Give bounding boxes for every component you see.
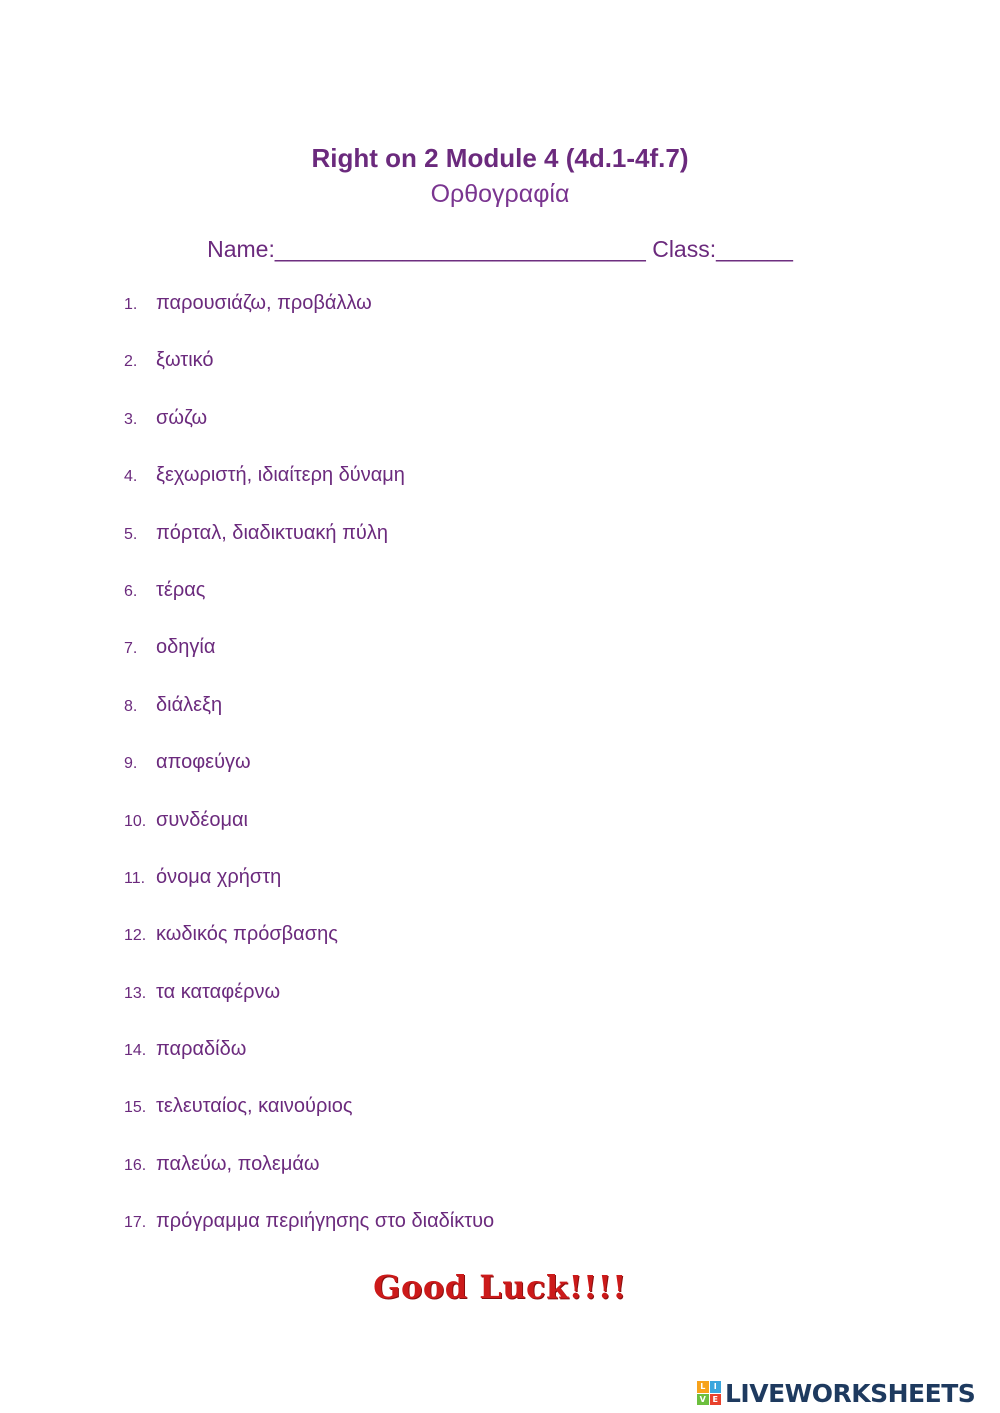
- list-item: [124, 694, 494, 751]
- item-text: οδηγία: [156, 636, 216, 659]
- item-text: όνομα χρήστη: [156, 865, 282, 888]
- list-item: [124, 1095, 494, 1152]
- item-number: 17.: [124, 1214, 147, 1232]
- item-number: 5.: [124, 525, 138, 543]
- list-item: [124, 866, 494, 923]
- item-text: παλεύω, πολεμάω: [156, 1152, 320, 1175]
- item-text: ξωτικό: [156, 349, 214, 372]
- list-item: [124, 579, 494, 636]
- item-text: ξεχωριστή, ιδιαίτερη δύναμη: [156, 464, 405, 487]
- item-number: 2.: [124, 353, 138, 371]
- item-number: 4.: [124, 468, 138, 486]
- item-number: 9.: [124, 755, 138, 773]
- item-number: 12.: [124, 927, 147, 945]
- good-luck-message: Good Luck!!!!: [373, 1268, 627, 1306]
- item-text: παρουσιάζω, προβάλλω: [156, 292, 372, 314]
- item-number: 3.: [124, 410, 138, 428]
- item-text: κωδικός πρόσβασης: [156, 923, 338, 946]
- item-text: τέρας: [156, 578, 206, 601]
- worksheet-title: Right on 2 Module 4 (4d.1-4f.7): [311, 143, 689, 173]
- logo-text: LIVEWORKSHEETS: [725, 1378, 976, 1408]
- list-item: [124, 1210, 494, 1267]
- list-item: [124, 809, 494, 866]
- item-number: 8.: [124, 697, 138, 715]
- item-text: πρόγραμμα περιήγησης στο διαδίκτυο: [156, 1210, 495, 1233]
- item-text: συνδέομαι: [156, 808, 248, 831]
- list-item: [124, 349, 494, 406]
- item-number: 6.: [124, 582, 138, 600]
- item-text: διάλεξη: [156, 693, 223, 716]
- item-number: 10.: [124, 812, 147, 830]
- item-number: 14.: [124, 1042, 147, 1060]
- item-number: 13.: [124, 984, 147, 1002]
- list-item: [124, 464, 494, 521]
- list-item: [124, 522, 494, 579]
- item-text: παραδίδω: [156, 1038, 247, 1061]
- list-item: [124, 636, 494, 693]
- list-item: [124, 292, 494, 349]
- item-number: 16.: [124, 1156, 147, 1174]
- list-item: [124, 1153, 494, 1210]
- list-item: [124, 923, 494, 980]
- item-text: τα καταφέρνω: [156, 980, 281, 1003]
- item-text: τελευταίος, καινούριος: [156, 1095, 353, 1118]
- item-text: αποφεύγω: [156, 751, 251, 774]
- item-number: 15.: [124, 1099, 147, 1117]
- list-item: [124, 407, 494, 464]
- liveworksheets-logo: [697, 1378, 975, 1408]
- item-number: 11.: [124, 869, 146, 887]
- item-number: 7.: [124, 640, 138, 658]
- list-item: [124, 981, 494, 1038]
- item-number: 1.: [124, 296, 138, 313]
- item-text: σώζω: [156, 406, 208, 429]
- liveworksheets-logo-icon: L I V E: [697, 1381, 721, 1405]
- name-class-line: Name:_____________________________ Class:______: [207, 236, 793, 262]
- item-text: πόρταλ, διαδικτυακή πύλη: [156, 521, 388, 544]
- list-item: [124, 751, 494, 808]
- vocabulary-list: [124, 292, 494, 1268]
- worksheet-subtitle: Ορθογραφία: [430, 180, 570, 208]
- list-item: [124, 1038, 494, 1095]
